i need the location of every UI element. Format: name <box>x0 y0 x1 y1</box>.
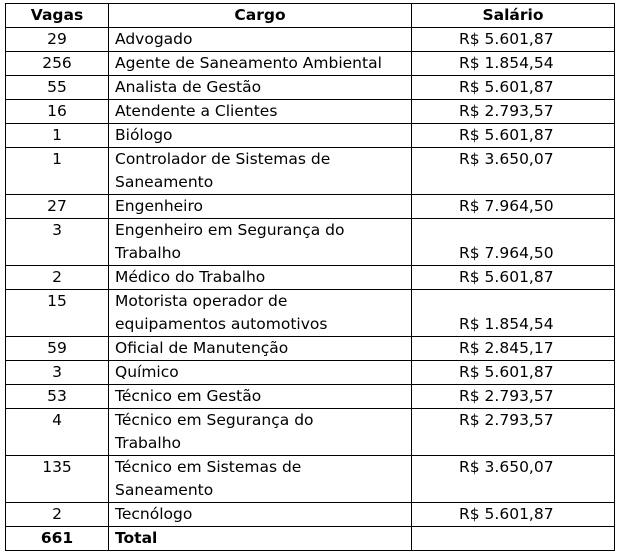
vagas-cell: 3 <box>6 219 109 266</box>
cargo-cell <box>109 28 412 52</box>
vagas-cell: 256 <box>6 52 109 76</box>
table-row <box>6 28 615 52</box>
table-row <box>6 409 615 456</box>
cargo-line: Advogado <box>115 30 193 48</box>
salario-cell: R$ 1.854,54 <box>412 52 615 76</box>
salario-cell: R$ 7.964,50 <box>412 195 615 219</box>
cargo-line: Oficial de Manutenção <box>115 339 289 357</box>
vagas-cell: 3 <box>6 361 109 385</box>
cargo-cell <box>109 148 412 195</box>
cargo-cell <box>109 385 412 409</box>
table-row <box>6 76 615 100</box>
salario-cell: R$ 5.601,87 <box>412 266 615 290</box>
cargo-cell <box>109 219 412 266</box>
cargo-cell <box>109 100 412 124</box>
total-vagas: 661 <box>6 527 109 551</box>
cargo-line: Engenheiro em Segurança do <box>115 221 345 239</box>
cargo-line: Tecnólogo <box>115 505 193 523</box>
vagas-cell: 29 <box>6 28 109 52</box>
cargo-line: Motorista operador de <box>115 292 288 310</box>
table-row <box>6 385 615 409</box>
cargo-line: Controlador de Sistemas de <box>115 150 331 168</box>
vagas-cell: 4 <box>6 409 109 456</box>
table-header-row <box>6 4 615 28</box>
salario-cell: R$ 2.793,57 <box>412 100 615 124</box>
cargo-cell <box>109 52 412 76</box>
vagas-cell: 1 <box>6 124 109 148</box>
cargo-line: Agente de Saneamento Ambiental <box>115 54 382 72</box>
salario-cell: R$ 5.601,87 <box>412 124 615 148</box>
cargo-cell <box>109 266 412 290</box>
total-salario <box>412 527 615 551</box>
table-row <box>6 456 615 503</box>
header-cargo: Cargo <box>109 4 412 28</box>
salario-cell: R$ 3.650,07 <box>412 456 615 503</box>
vagas-cell: 53 <box>6 385 109 409</box>
cargo-cell <box>109 195 412 219</box>
salario-cell: R$ 5.601,87 <box>412 361 615 385</box>
table-row <box>6 100 615 124</box>
vagas-cell: 135 <box>6 456 109 503</box>
salario-cell: R$ 2.845,17 <box>412 337 615 361</box>
cargo-line: Atendente a Clientes <box>115 102 278 120</box>
cargo-line: Técnico em Segurança do <box>115 411 314 429</box>
cargo-cell <box>109 503 412 527</box>
cargo-line: Saneamento <box>115 481 214 499</box>
salario-cell: R$ 2.793,57 <box>412 409 615 456</box>
vagas-cell: 16 <box>6 100 109 124</box>
vagas-cell: 2 <box>6 266 109 290</box>
cargo-line: Analista de Gestão <box>115 78 262 96</box>
vacancies-table <box>5 3 615 551</box>
cargo-cell <box>109 337 412 361</box>
table-row <box>6 52 615 76</box>
vagas-cell: 1 <box>6 148 109 195</box>
table-row <box>6 266 615 290</box>
table-row <box>6 148 615 195</box>
cargo-line: Trabalho <box>115 244 182 262</box>
table-row <box>6 503 615 527</box>
table-row <box>6 124 615 148</box>
cargo-line: Biólogo <box>115 126 173 144</box>
salario-cell: R$ 5.601,87 <box>412 28 615 52</box>
total-label: Total <box>109 527 412 551</box>
cargo-line: Técnico em Gestão <box>115 387 262 405</box>
salario-cell: R$ 5.601,87 <box>412 503 615 527</box>
vagas-cell: 55 <box>6 76 109 100</box>
vagas-cell: 2 <box>6 503 109 527</box>
cargo-cell <box>109 456 412 503</box>
cargo-cell <box>109 124 412 148</box>
cargo-line: Saneamento <box>115 173 214 191</box>
salario-cell: R$ 1.854,54 <box>412 290 615 337</box>
cargo-cell <box>109 290 412 337</box>
salario-cell: R$ 5.601,87 <box>412 76 615 100</box>
total-row <box>6 527 615 551</box>
cargo-line: Médico do Trabalho <box>115 268 266 286</box>
cargo-line: Químico <box>115 363 179 381</box>
vagas-cell: 59 <box>6 337 109 361</box>
header-vagas: Vagas <box>6 4 109 28</box>
cargo-line: Técnico em Sistemas de <box>115 458 302 476</box>
table-row <box>6 195 615 219</box>
table-body <box>6 28 615 527</box>
salario-cell: R$ 7.964,50 <box>412 219 615 266</box>
salario-cell: R$ 2.793,57 <box>412 385 615 409</box>
table-row <box>6 361 615 385</box>
cargo-line: Trabalho <box>115 434 182 452</box>
cargo-cell <box>109 409 412 456</box>
cargo-cell <box>109 76 412 100</box>
cargo-cell <box>109 361 412 385</box>
vagas-cell: 27 <box>6 195 109 219</box>
table-row <box>6 290 615 337</box>
vagas-cell: 15 <box>6 290 109 337</box>
cargo-line: Engenheiro <box>115 197 203 215</box>
cargo-line: equipamentos automotivos <box>115 315 328 333</box>
header-salario: Salário <box>412 4 615 28</box>
salario-cell: R$ 3.650,07 <box>412 148 615 195</box>
table-row <box>6 219 615 266</box>
table-row <box>6 337 615 361</box>
